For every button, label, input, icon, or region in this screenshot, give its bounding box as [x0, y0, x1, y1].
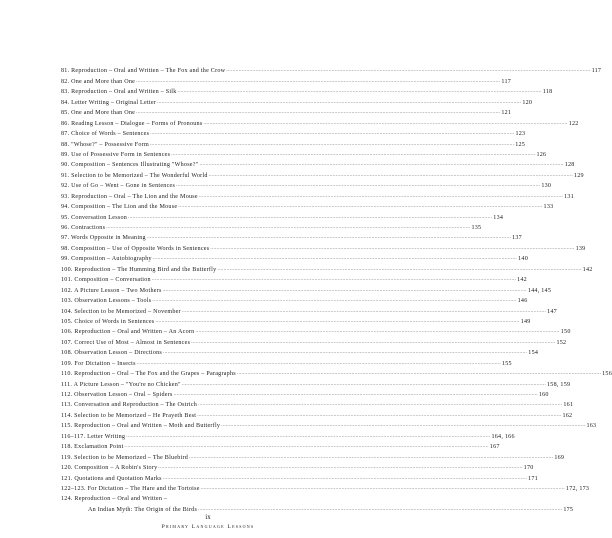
toc-entry — [61, 296, 528, 306]
toc-entry-title: 105. Choice of Words in Sentences — [61, 318, 155, 325]
toc-entry-page: 144, 145 — [527, 287, 552, 294]
toc-entry-title: 87. Choice of Words – Sentences — [61, 131, 150, 138]
toc-entry-page: 126 — [536, 151, 547, 158]
toc-entry — [61, 390, 549, 400]
dot-leader — [203, 119, 567, 129]
toc-entry — [61, 129, 526, 139]
toc-entry — [61, 306, 557, 316]
toc-entry-title: 81. Reproduction – Oral and Written – The Fox and the Crow — [61, 68, 226, 75]
toc-entry-page: 154 — [528, 350, 539, 357]
toc-entry — [61, 337, 567, 347]
dot-leader — [137, 359, 501, 369]
toc-entry-page: 117 — [591, 68, 602, 75]
toc-entry-title: 94. Composition – The Lion and the Mouse — [61, 204, 178, 211]
toc-entry-title: 118. Exclamation Point — [61, 444, 124, 451]
toc-entry-title: 102. A Picture Lesson – Two Mothers — [61, 287, 162, 294]
toc-entry-title: 97. Words Opposite in Meaning — [61, 235, 146, 242]
toc-entry-page: 167 — [489, 444, 500, 451]
toc-entry-title: 91. Selection to be Memorized – The Wonderful World — [61, 172, 208, 179]
toc-entry-title: 95. Conversation Lesson — [61, 214, 128, 221]
toc-entry-page: 125 — [515, 141, 526, 148]
dot-leader — [217, 265, 581, 275]
toc-entry-page: 161 — [563, 402, 574, 409]
dot-leader — [189, 453, 553, 463]
toc-entry-title: 111. A Picture Lesson – "You're no Chicken" — [61, 381, 181, 388]
toc-entry-title: 121. Quotations and Quotation Marks — [61, 475, 162, 482]
toc-entry — [61, 66, 602, 76]
dot-leader — [198, 400, 562, 410]
dot-leader — [163, 348, 527, 358]
toc-entry-title: 100. Reproduction – The Humming Bird and the Butterfly — [61, 266, 217, 273]
toc-entry-title: 107. Correct Use of Most – Almost in Sentences — [61, 339, 191, 346]
dot-leader — [157, 98, 521, 108]
dot-leader — [182, 307, 546, 317]
toc-entry — [61, 118, 579, 128]
toc-entry-page: 172, 173 — [565, 485, 590, 492]
dot-leader — [158, 463, 522, 473]
toc-entry-title: 114. Selection to be Memorized – He Prayeth Best — [61, 412, 197, 419]
dot-leader — [195, 327, 559, 337]
toc-entry-page: 123 — [515, 131, 526, 138]
toc-entry-title: 108. Observation Lesson – Directions — [61, 350, 163, 357]
toc-entry-page: 117 — [501, 78, 512, 85]
toc-entry — [61, 139, 526, 149]
dot-leader — [152, 275, 516, 285]
toc-entry-title: 84. Letter Writing – Original Letter — [61, 99, 157, 106]
toc-entry — [61, 317, 531, 327]
toc-entry-page: 128 — [564, 162, 575, 169]
toc-entry-page: 140 — [518, 256, 528, 263]
toc-entry-title: 109. For Dictation – Insects — [61, 360, 136, 367]
toc-entry-page: 135 — [471, 225, 482, 231]
dot-leader — [199, 160, 563, 170]
table-of-contents — [61, 66, 612, 515]
toc-entry-page: 170 — [523, 465, 534, 472]
toc-entry-title: 116–117. Letter Writing — [61, 433, 126, 440]
toc-entry-page: 120 — [522, 99, 533, 106]
toc-entry-page: 147 — [547, 308, 557, 315]
toc-entry-page: 150 — [560, 329, 571, 336]
toc-entry-title: 115. Reproduction – Oral and Written – Moth and Butterfly — [61, 423, 221, 430]
dot-leader — [106, 223, 470, 233]
toc-entry-page: 156 — [602, 371, 612, 378]
toc-entry-page: 169 — [554, 454, 565, 461]
toc-entry — [61, 233, 522, 243]
toc-entry — [61, 160, 575, 170]
toc-entry-page: 160 — [538, 392, 549, 398]
toc-entry — [61, 285, 552, 295]
toc-entry-title: 82. One and More than One — [61, 78, 136, 85]
toc-entry-title: An Indian Myth: The Origin of the Birds — [88, 506, 198, 513]
toc-entry-title: 120. Composition – A Robin's Story — [61, 465, 158, 472]
toc-entry-page: 118 — [542, 89, 553, 96]
toc-entry — [61, 243, 586, 253]
toc-entry-title: 113. Conversation and Reproduction – The Ostrich — [61, 402, 198, 409]
toc-entry-title: 103. Observation Lessons – Tools — [61, 298, 152, 305]
toc-entry — [61, 431, 515, 441]
toc-entry-title: 104. Selection to be Memorized – November — [61, 308, 181, 315]
toc-entry-page: 129 — [573, 172, 584, 179]
dot-leader — [152, 296, 516, 306]
toc-entry-page: 134 — [493, 214, 504, 221]
toc-entry-title: 86. Reading Lesson – Dialogue – Forms of Pronouns — [61, 120, 203, 127]
toc-entry-title: 88. "Whose?" – Possessive Form — [61, 141, 149, 148]
toc-entry-title: 89. Use of Possessive Form in Sentences — [61, 151, 171, 158]
dot-leader — [197, 411, 561, 421]
running-head: Primary Language Lessons — [161, 524, 255, 530]
dot-leader — [178, 202, 542, 212]
toc-entry-page: 152 — [556, 339, 567, 346]
toc-entry — [61, 473, 538, 483]
dot-leader — [201, 484, 565, 494]
toc-entry-page: 149 — [520, 318, 531, 325]
dot-leader — [199, 192, 563, 202]
toc-entry-page: 162 — [562, 412, 573, 419]
dot-leader — [182, 380, 546, 390]
toc-entry-page: 163 — [586, 423, 597, 430]
toc-entry-page: 130 — [541, 183, 552, 190]
dot-leader — [163, 286, 527, 296]
toc-entry-page: 175 — [563, 506, 574, 513]
toc-entry — [61, 181, 552, 191]
toc-entry-title: 83. Reproduction – Oral and Written – Silk — [61, 89, 177, 96]
dot-leader — [191, 338, 555, 348]
toc-entry — [61, 494, 355, 504]
dot-leader — [221, 421, 585, 431]
dot-leader — [136, 77, 500, 87]
dot-leader — [150, 140, 514, 150]
toc-entry — [61, 369, 612, 379]
dot-leader — [136, 108, 500, 118]
dot-leader — [176, 181, 540, 191]
toc-entry — [61, 76, 512, 86]
toc-entry-title: 96. Contractions — [61, 225, 106, 231]
toc-entry — [61, 348, 539, 358]
toc-entry-title: 110. Reproduction – Oral – The Fox and the Grapes – Paragraphs — [61, 371, 236, 378]
toc-entry — [61, 379, 571, 389]
toc-entry — [61, 275, 527, 285]
toc-entry-page: 133 — [543, 204, 554, 211]
dot-leader — [163, 474, 527, 484]
toc-entry-title: 101. Composition – Conversation — [61, 277, 151, 284]
dot-leader — [171, 150, 535, 160]
toc-entry — [61, 327, 571, 337]
toc-entry-page: 142 — [517, 277, 527, 284]
toc-entry — [61, 400, 574, 410]
toc-entry-title: 119. Selection to be Memorized – The Bluebird — [61, 454, 189, 461]
toc-entry-page: 171 — [528, 475, 538, 482]
toc-entry-title: 92. Use of Go – Went – Gone in Sentences — [61, 183, 176, 190]
toc-entry — [61, 191, 574, 201]
toc-entry-page: 139 — [575, 245, 586, 252]
toc-entry — [61, 358, 512, 368]
toc-entry-title: 85. One and More than One — [61, 110, 136, 117]
toc-entry-title: 124. Reproduction – Oral and Written – — [61, 496, 168, 503]
dot-leader — [174, 390, 538, 400]
toc-entry-page: 155 — [501, 360, 512, 367]
dot-leader — [147, 233, 511, 243]
dot-leader — [178, 87, 542, 97]
toc-entry-title: 122–123. For Dictation – The Hare and the Tortoise — [61, 485, 200, 492]
toc-entry-page: 122 — [568, 120, 579, 127]
toc-entry — [61, 150, 547, 160]
toc-entry-page: 137 — [512, 235, 522, 242]
toc-entry — [61, 97, 533, 107]
toc-entry — [61, 108, 512, 118]
toc-entry-title: 106. Reproduction – Oral and Written – An Acorn — [61, 329, 195, 336]
toc-entry — [61, 452, 565, 462]
toc-entry — [61, 484, 590, 494]
toc-entry — [61, 212, 504, 222]
toc-entry — [61, 463, 534, 473]
toc-entry — [61, 202, 554, 212]
toc-entry — [61, 87, 553, 97]
toc-entry-page: 142 — [582, 266, 593, 273]
toc-entry — [61, 410, 573, 420]
dot-leader — [210, 244, 574, 254]
toc-entry-page: 131 — [564, 193, 574, 200]
dot-leader — [153, 254, 517, 264]
dot-leader — [155, 317, 519, 327]
toc-entry-title: 98. Composition – Use of Opposite Words in Sentences — [61, 245, 210, 252]
dot-leader — [126, 432, 490, 442]
dot-leader — [125, 442, 489, 452]
toc-entry — [61, 223, 482, 233]
toc-entry — [61, 264, 593, 274]
toc-entry-page: 164, 166 — [491, 433, 515, 440]
toc-entry — [61, 170, 584, 180]
toc-entry-page: 146 — [517, 298, 528, 305]
toc-entry-title: 93. Reproduction – Oral – The Lion and the Mouse — [61, 193, 198, 200]
dot-leader — [209, 171, 573, 181]
toc-entry-title: 99. Composition – Autobiography — [61, 256, 152, 263]
dot-leader — [150, 129, 514, 139]
toc-entry — [61, 421, 597, 431]
toc-entry-page: 121 — [501, 110, 512, 117]
toc-entry — [61, 254, 528, 264]
page-number: ix — [205, 513, 211, 521]
toc-entry-page: 158, 159 — [547, 381, 571, 388]
dot-leader — [226, 66, 590, 76]
dot-leader — [237, 369, 601, 379]
toc-entry-title: 112. Observation Lesson – Oral – Spiders — [61, 392, 173, 398]
toc-entry — [61, 442, 500, 452]
toc-entry-title: 90. Composition – Sentences Illustrating "Whose?" — [61, 162, 199, 169]
dot-leader — [128, 213, 492, 223]
